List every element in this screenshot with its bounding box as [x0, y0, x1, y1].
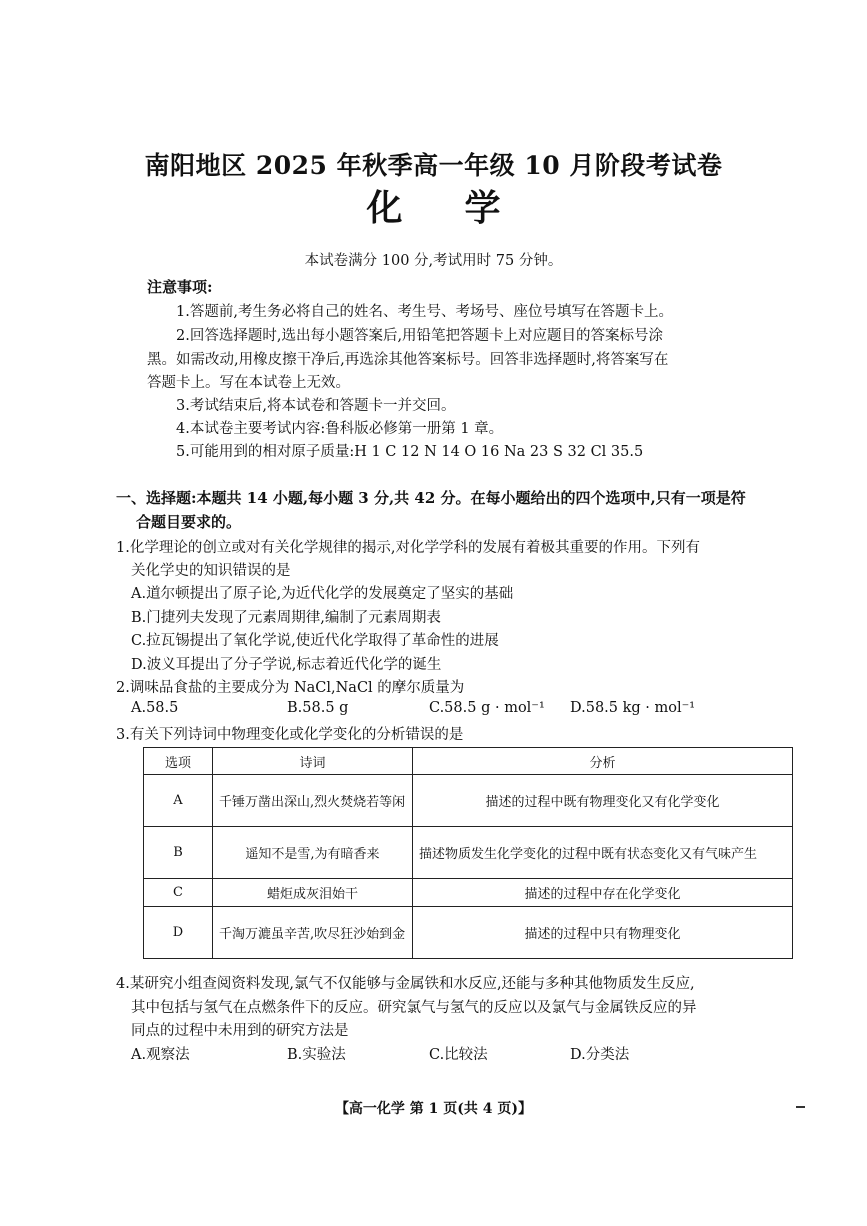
section-heading-cont: 合题目要求的。 [136, 513, 242, 531]
note-line: 3.考试结束后,将本试卷和答题卡一并交回。 [176, 398, 456, 414]
table-cell-analysis: 描述物质发生化学变化的过程中既有状态变化又有气味产生 [413, 827, 793, 879]
table-cell-analysis: 描述的过程中只有物理变化 [413, 907, 793, 959]
question-1-option-c: C.拉瓦锡提出了氧化学说,使近代化学取得了革命性的进展 [131, 633, 499, 649]
table-cell-option: D [144, 907, 213, 959]
table-header-option: 选项 [144, 748, 213, 775]
question-1-stem: 1.化学理论的创立或对有关化学规律的揭示,对化学学科的发展有着极其重要的作用。下列有 [116, 540, 700, 556]
question-4-stem: 4.某研究小组查阅资料发现,氯气不仅能够与金属铁和水反应,还能与多种其他物质发生反应, [116, 976, 695, 992]
note-line: 5.可能用到的相对原子质量:H 1 C 12 N 14 O 16 Na 23 S 32 Cl 35.5 [176, 444, 644, 460]
table-cell-analysis: 描述的过程中存在化学变化 [413, 879, 793, 907]
table-row [144, 827, 793, 879]
question-2-option-c: C.58.5 g · mol⁻¹ [429, 700, 545, 716]
question-1-option-a: A.道尔顿提出了原子论,为近代化学的发展奠定了坚实的基础 [131, 586, 514, 602]
table-header-poem: 诗词 [213, 748, 413, 775]
question-4-option-c: C.比较法 [429, 1047, 488, 1063]
table-cell-option: A [144, 775, 213, 827]
question-4-option-d: D.分类法 [570, 1047, 630, 1063]
table-cell-option: B [144, 827, 213, 879]
table-row [144, 879, 793, 907]
subject-title: 化学 [366, 187, 563, 229]
table-cell-option: C [144, 879, 213, 907]
question-3-stem: 3.有关下列诗词中物理变化或化学变化的分析错误的是 [116, 727, 464, 743]
question-4-option-b: B.实验法 [287, 1047, 346, 1063]
question-1-stem-cont: 关化学史的知识错误的是 [131, 563, 291, 579]
table-cell-poem: 千淘万漉虽辛苦,吹尽狂沙始到金 [213, 907, 413, 959]
question-2-stem: 2.调味品食盐的主要成分为 NaCl,NaCl 的摩尔质量为 [116, 680, 465, 696]
note-line: 2.回答选择题时,选出每小题答案后,用铅笔把答题卡上对应题目的答案标号涂 [176, 328, 664, 344]
table-cell-poem: 千锤万凿出深山,烈火焚烧若等闲 [213, 775, 413, 827]
corner-mark [796, 1106, 805, 1108]
note-line: 答题卡上。写在本试卷上无效。 [147, 375, 350, 391]
note-line: 4.本试卷主要考试内容:鲁科版必修第一册第 1 章。 [176, 421, 504, 437]
question-2-option-b: B.58.5 g [287, 700, 349, 716]
table-cell-poem: 蜡炬成灰泪始干 [213, 879, 413, 907]
note-line: 1.答题前,考生务必将自己的姓名、考生号、考场号、座位号填写在答题卡上。 [176, 304, 673, 320]
table-header-row [144, 748, 793, 775]
question-2-option-a: A.58.5 [131, 700, 179, 716]
notes-heading: 注意事项: [147, 278, 213, 296]
table-row [144, 907, 793, 959]
exam-info: 本试卷满分 100 分,考试用时 75 分钟。 [304, 253, 563, 269]
question-1-option-b: B.门捷列夫发现了元素周期律,编制了元素周期表 [131, 610, 441, 626]
note-line: 黑。如需改动,用橡皮擦干净后,再选涂其他答案标号。回答非选择题时,将答案写在 [147, 352, 669, 368]
question-3-table [143, 747, 793, 959]
table-row [144, 775, 793, 827]
question-1-option-d: D.波义耳提出了分子学说,标志着近代化学的诞生 [131, 657, 442, 673]
table-cell-analysis: 描述的过程中既有物理变化又有化学变化 [413, 775, 793, 827]
question-4-stem-cont: 其中包括与氢气在点燃条件下的反应。研究氯气与氢气的反应以及氯气与金属铁反应的异 [131, 1000, 697, 1016]
table-header-analysis: 分析 [413, 748, 793, 775]
page-footer: 【高一化学 第 1 页(共 4 页)】 [334, 1101, 533, 1117]
table-cell-poem: 遥知不是雪,为有暗香来 [213, 827, 413, 879]
question-4-stem-cont: 同点的过程中未用到的研究方法是 [131, 1023, 349, 1039]
exam-title: 南阳地区 2025 年秋季高一年级 10 月阶段考试卷 [144, 151, 723, 180]
section-heading: 一、选择题:本题共 14 小题,每小题 3 分,共 42 分。在每小题给出的四个选项中,只有一项是符 [116, 489, 746, 507]
question-4-option-a: A.观察法 [131, 1047, 190, 1063]
question-2-option-d: D.58.5 kg · mol⁻¹ [570, 700, 696, 716]
